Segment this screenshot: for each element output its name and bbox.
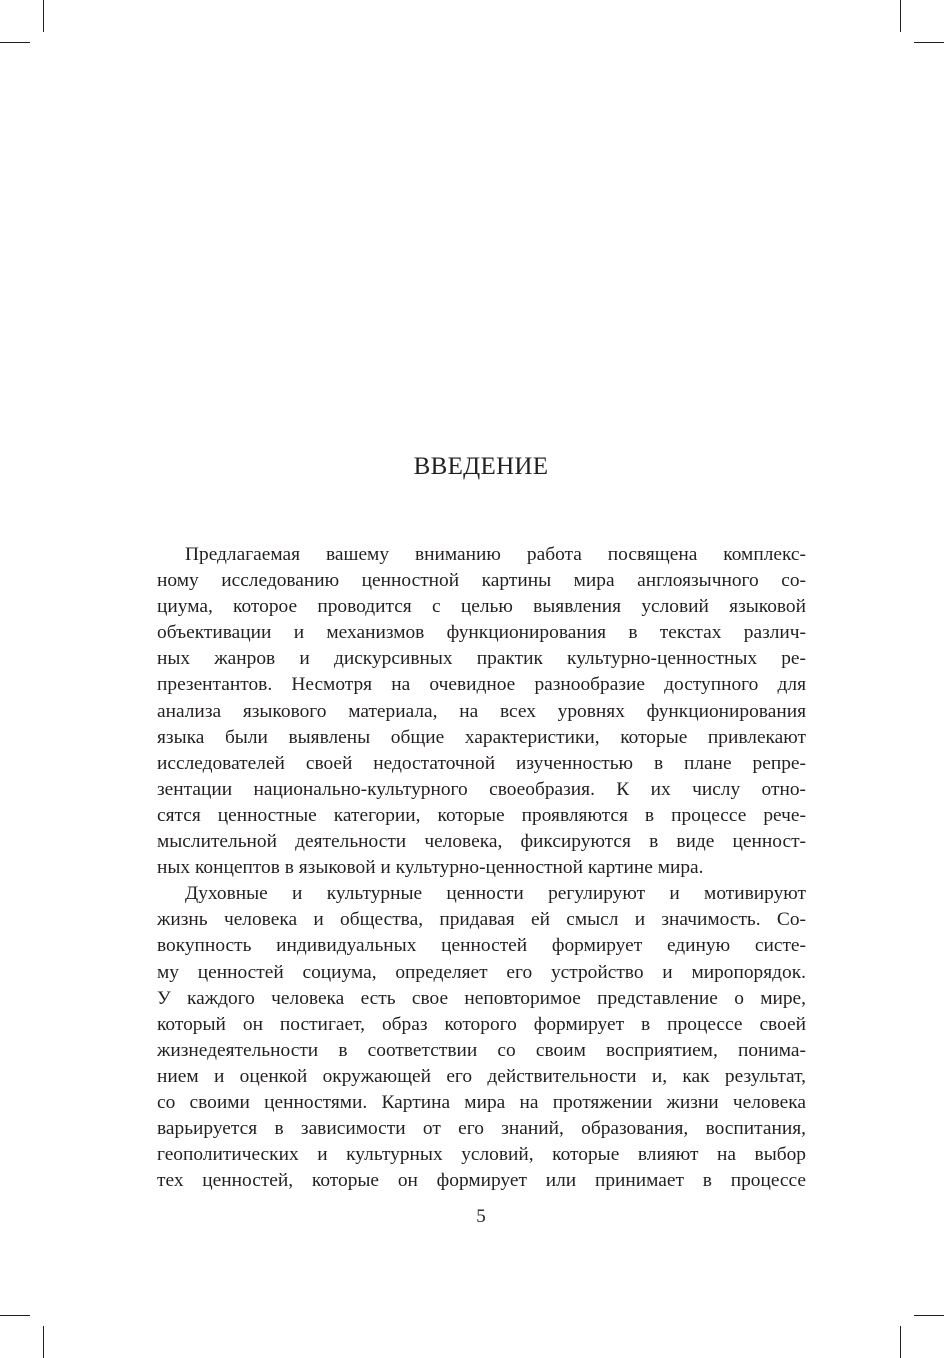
text-line: зентации национально-культурного своеобразия. К их числу отно- [157,778,806,800]
page-number: 5 [476,1206,486,1227]
text-line: вокупность индивидуальных ценностей формирует единую систе- [157,935,806,957]
crop-mark-bottom-left-horizontal [0,1315,30,1316]
paragraph-2 [157,881,806,1194]
text-line: который он постигает, образ которого формирует в процессе своей [157,1013,806,1035]
text-line: тех ценностей, которые он формирует или принимает в процессе [157,1170,806,1192]
text-line: ному исследованию ценностной картины мира англоязычного со- [157,570,806,592]
text-line: У каждого человека есть свое неповторимое представление о мире, [157,987,806,1009]
text-line: объективации и механизмов функционирования в текстах различ- [157,622,806,644]
text-line: презентантов. Несмотря на очевидное разнообразие доступного для [157,674,806,696]
crop-mark-bottom-left-vertical [43,1326,44,1358]
text-line: нием и оценкой окружающей его действительности и, как результат, [157,1065,806,1087]
text-line: исследователей своей недостаточной изученностью в плане репре- [157,752,806,774]
text-line: анализа языкового материала, на всех уровнях функционирования [157,700,806,722]
crop-mark-bottom-right-horizontal [914,1315,944,1316]
text-line: му ценностей социума, определяет его устройство и миропорядок. [157,961,806,983]
paragraph-1 [157,542,806,881]
text-line: языка были выявлены общие характеристики, которые привлекают [157,726,806,748]
text-line: ных концептов в языковой и культурно-ценностной картине мира. [157,857,704,879]
text-line: Духовные и культурные ценности регулируют и мотивируют [185,883,806,905]
text-line: мыслительной деятельности человека, фиксируются в виде ценност- [157,831,806,853]
chapter-title: ВВЕДЕНИЕ [413,453,549,480]
crop-mark-top-right-horizontal [914,42,944,43]
text-line: Предлагаемая вашему вниманию работа посвящена комплекс- [185,544,806,565]
text-line: сятся ценностные категории, которые проявляются в процессе рече- [157,804,806,826]
text-line: ных жанров и дискурсивных практик культурно-ценностных ре- [157,648,806,670]
text-line: варьируется в зависимости от его знаний, образования, воспитания, [157,1118,806,1140]
body-text [157,542,806,1194]
crop-mark-top-left-vertical [43,0,44,32]
crop-mark-top-left-horizontal [0,42,30,43]
crop-mark-bottom-right-vertical [900,1326,901,1358]
text-line: жизнь человека и общества, придавая ей смысл и значимость. Со- [157,909,806,931]
text-line: геополитических и культурных условий, которые влияют на выбор [157,1144,806,1166]
text-line: со своими ценностями. Картина мира на протяжении жизни человека [157,1091,806,1113]
crop-mark-top-right-vertical [900,0,901,32]
text-line: жизнедеятельности в соответствии со своим восприятием, понима- [157,1039,806,1061]
text-line: циума, которое проводится с целью выявления условий языковой [157,596,806,618]
